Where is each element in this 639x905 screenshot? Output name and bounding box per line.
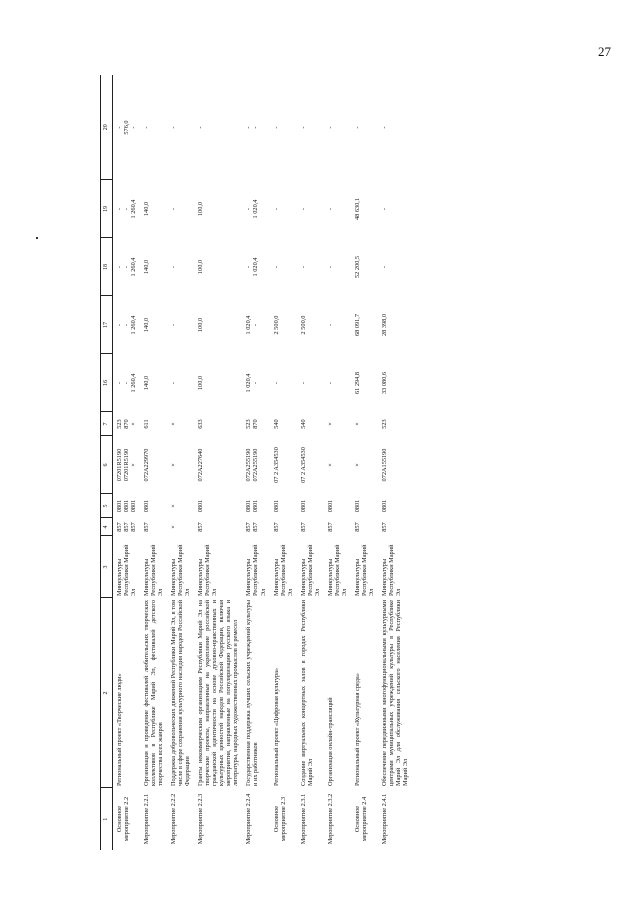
col16-value: 61 294,8 <box>353 371 361 395</box>
row-id: Мероприятие 2.2.2 <box>170 793 177 845</box>
col19-value: 48 630,1 <box>353 197 361 221</box>
row-executor: Минкультуры Республики Марий Эл <box>299 544 321 596</box>
row-executor: Минкультуры Республики Марий Эл <box>272 544 294 596</box>
col5-value: 0801 <box>326 499 334 513</box>
col18-value: - <box>326 265 334 269</box>
col18-value: - 1 020,4 <box>245 257 260 277</box>
row-executor: Минкультуры Республики Марий Эл <box>326 544 348 596</box>
col16-value: 140,0 <box>142 375 150 391</box>
table-row <box>242 75 269 850</box>
col19-value: - - 1 260,4 <box>115 199 137 219</box>
col20-value: - 576,0 - <box>115 120 137 135</box>
row-name: Региональный проект «Творческие люди» <box>115 673 123 786</box>
column-header: 6 <box>101 436 113 494</box>
col18-value: - <box>272 265 280 269</box>
scan-speck <box>36 237 38 239</box>
col6-value: × <box>353 463 361 467</box>
col6-value: 072A229970 <box>142 448 150 482</box>
col5-value: 0801 0801 <box>245 499 260 513</box>
col17-value: 140,0 <box>142 317 150 333</box>
column-header: 5 <box>101 494 113 518</box>
col19-value: - <box>326 207 334 211</box>
column-header: 20 <box>101 75 113 180</box>
table-row <box>324 75 351 850</box>
row-id: Мероприятие 2.2.4 <box>245 793 253 845</box>
column-header: 18 <box>101 238 113 296</box>
col17-value: - - 1 260,4 <box>115 315 137 335</box>
col18-value: - <box>299 265 307 269</box>
col6-value: 07 2 A354530 <box>272 447 280 483</box>
col20-value: - <box>170 126 177 129</box>
row-name: Обеспечение передвижными многофункциональными культурными центрами муниципальных учреждений культуры в Республике Марий Эл для обслуживания сельского населения Республики Марий Эл <box>381 600 410 786</box>
col17-value: - <box>170 323 177 327</box>
table-row <box>378 75 412 850</box>
col5-value: 0801 <box>142 499 150 513</box>
row-id: Основное мероприятие 2.4 <box>353 796 369 842</box>
col4-value: 857 <box>197 522 205 532</box>
row-id: Основное мероприятие 2.3 <box>272 796 287 842</box>
row-executor: Минкультуры Республики Марий Эл <box>197 544 219 596</box>
col7-value: 540 <box>272 419 280 429</box>
col4-value: 857 857 857 <box>115 522 137 532</box>
col16-value: - - 1 260,4 <box>115 373 137 393</box>
col17-value: 1 020,4 - <box>245 315 260 335</box>
col7-value: 611 <box>142 419 150 429</box>
col5-value: × <box>170 504 177 508</box>
col16-value: 33 080,6 <box>381 371 389 395</box>
table-row <box>351 75 378 850</box>
col5-value: 0801 <box>197 499 205 513</box>
col6-value: × <box>170 463 177 467</box>
column-header: 19 <box>101 180 113 238</box>
col5-value: 0801 <box>353 499 361 513</box>
col19-value: 100,0 <box>197 201 205 217</box>
table-row <box>270 75 297 850</box>
col6-value: 07 2 A354530 <box>299 447 307 483</box>
row-name: Организация и проведение фестивалей любительских творческих коллективов в Республике Марий Эл, фестивалей детского творчества всех жанров <box>142 600 164 786</box>
col17-value: 100,0 <box>197 317 205 333</box>
col5-value: 0801 <box>381 499 389 513</box>
col17-value: 28 398,0 <box>381 313 389 337</box>
col4-value: 857 <box>353 522 361 532</box>
row-id: Мероприятие 2.2.1 <box>142 793 150 845</box>
row-id: Мероприятие 2.2.3 <box>197 793 205 845</box>
row-id: Мероприятие 2.3.1 <box>299 793 307 845</box>
row-executor: Минкультуры Республики Марий Эл <box>170 544 192 596</box>
col20-value: - <box>326 126 334 129</box>
col4-value: × <box>170 525 177 529</box>
col7-value: 523 <box>381 419 389 429</box>
col5-value: 0801 0801 0801 <box>115 499 137 513</box>
col4-value: 857 <box>142 522 150 532</box>
col6-value: 072A227640 <box>197 448 205 482</box>
col5-value: 0801 <box>272 499 280 513</box>
col7-value: × <box>326 422 334 426</box>
row-executor: Минкультуры Республики Марий Эл <box>381 544 403 596</box>
col20-value: - - <box>245 126 260 129</box>
col16-value: 1 020,4 - <box>245 373 260 393</box>
col20-value: - <box>142 126 150 129</box>
row-executor: Минкультуры Республики Марий Эл <box>115 544 137 596</box>
col4-value: 857 <box>381 522 389 532</box>
col7-value: × <box>353 422 361 426</box>
column-header: 4 <box>101 518 113 536</box>
row-name: Государственная поддержка лучших сельских учреждений культуры и их работников <box>245 600 260 786</box>
row-name: Поддержка добровольческих движений Республики Марий Эл, в том числе в сфере сохранения культурного наследия народов Российской Федерации <box>170 600 192 786</box>
header-row <box>101 75 113 850</box>
col7-value: 523 870 <box>245 419 260 429</box>
row-id: Основное мероприятие 2.2 <box>115 796 130 842</box>
col4-value: 857 857 <box>245 522 260 532</box>
col20-value: - <box>299 126 307 129</box>
col6-value: × <box>326 463 334 467</box>
row-executor: Минкультуры Республики Марий Эл <box>353 544 376 596</box>
col6-value: 07201R5190 07201R5190 × <box>115 448 137 482</box>
col7-value: 540 <box>299 419 307 429</box>
col7-value: 523 870 × <box>115 419 137 429</box>
col17-value: 2 500,0 <box>299 315 307 335</box>
row-id: Мероприятие 2.4.1 <box>381 793 389 845</box>
column-header: 16 <box>101 354 113 412</box>
col7-value: × <box>170 422 177 426</box>
col20-value: - <box>272 126 280 129</box>
col19-value: - 1 020,4 <box>245 199 260 219</box>
row-name: Организация онлайн-трансляций <box>326 697 334 786</box>
table-row <box>297 75 324 850</box>
column-header: 1 <box>101 788 113 850</box>
row-executor: Минкультуры Республики Марий Эл <box>245 544 267 596</box>
row-name: Региональный проект «Цифровая культура» <box>272 667 280 786</box>
col16-value: - <box>272 381 280 385</box>
rotated-table-container <box>100 75 530 850</box>
col18-value: 52 200,5 <box>353 255 361 279</box>
column-header: 17 <box>101 296 113 354</box>
col6-value: 072A255190 072A255190 <box>245 448 260 482</box>
col20-value: - <box>381 126 389 129</box>
row-id: Мероприятие 2.3.2 <box>326 793 334 845</box>
col18-value: 100,0 <box>197 259 205 275</box>
table-row <box>194 75 242 850</box>
col16-value: 100,0 <box>197 375 205 391</box>
col5-value: 0801 <box>299 499 307 513</box>
col19-value: - <box>299 207 307 211</box>
col6-value: 072A155190 <box>381 448 389 482</box>
col18-value: - <box>381 265 389 269</box>
row-name: Создание виртуальных концертных залов в городах Республики Марий Эл <box>299 600 314 786</box>
col17-value: 68 091,7 <box>353 313 361 337</box>
row-name: Гранты некоммерческим организациям Республики Марий Эл на творческие проекты, направленные на укрепление российской гражданской идентичности на основе духовно-нравственных и культурных ценностей народов Российской Федерации, включая мероприятия, направленные на популяризацию русского языка и литературы, народных художественных промыслов и ремесел <box>197 600 240 786</box>
column-header: 2 <box>101 598 113 788</box>
col7-value: 633 <box>197 419 205 429</box>
col18-value: 140,0 <box>142 259 150 275</box>
col20-value: - <box>197 126 205 129</box>
col19-value: - <box>272 207 280 211</box>
col16-value: - <box>170 381 177 385</box>
column-header: 3 <box>101 536 113 598</box>
col16-value: - <box>326 381 334 385</box>
col20-value: - <box>353 126 361 129</box>
col17-value: - <box>326 323 334 327</box>
table-row <box>167 75 194 850</box>
col18-value: - - 1 260,4 <box>115 257 137 277</box>
budget-table <box>100 75 412 850</box>
col4-value: 857 <box>272 522 280 532</box>
col19-value: - <box>170 207 177 211</box>
col18-value: - <box>170 265 177 269</box>
column-header: 7 <box>101 412 113 436</box>
table-row <box>140 75 167 850</box>
table-body <box>112 75 412 850</box>
table-row <box>112 75 140 850</box>
row-executor: Минкультуры Республики Марий Эл <box>142 544 164 596</box>
col4-value: 857 <box>299 522 307 532</box>
col19-value: 140,0 <box>142 201 150 217</box>
col16-value: - <box>299 381 307 385</box>
col19-value: - <box>381 207 389 211</box>
page-number: 27 <box>598 44 611 59</box>
col4-value: 857 <box>326 522 334 532</box>
col17-value: 2 500,0 <box>272 315 280 335</box>
row-name: Региональный проект «Культурная среда» <box>353 673 361 786</box>
